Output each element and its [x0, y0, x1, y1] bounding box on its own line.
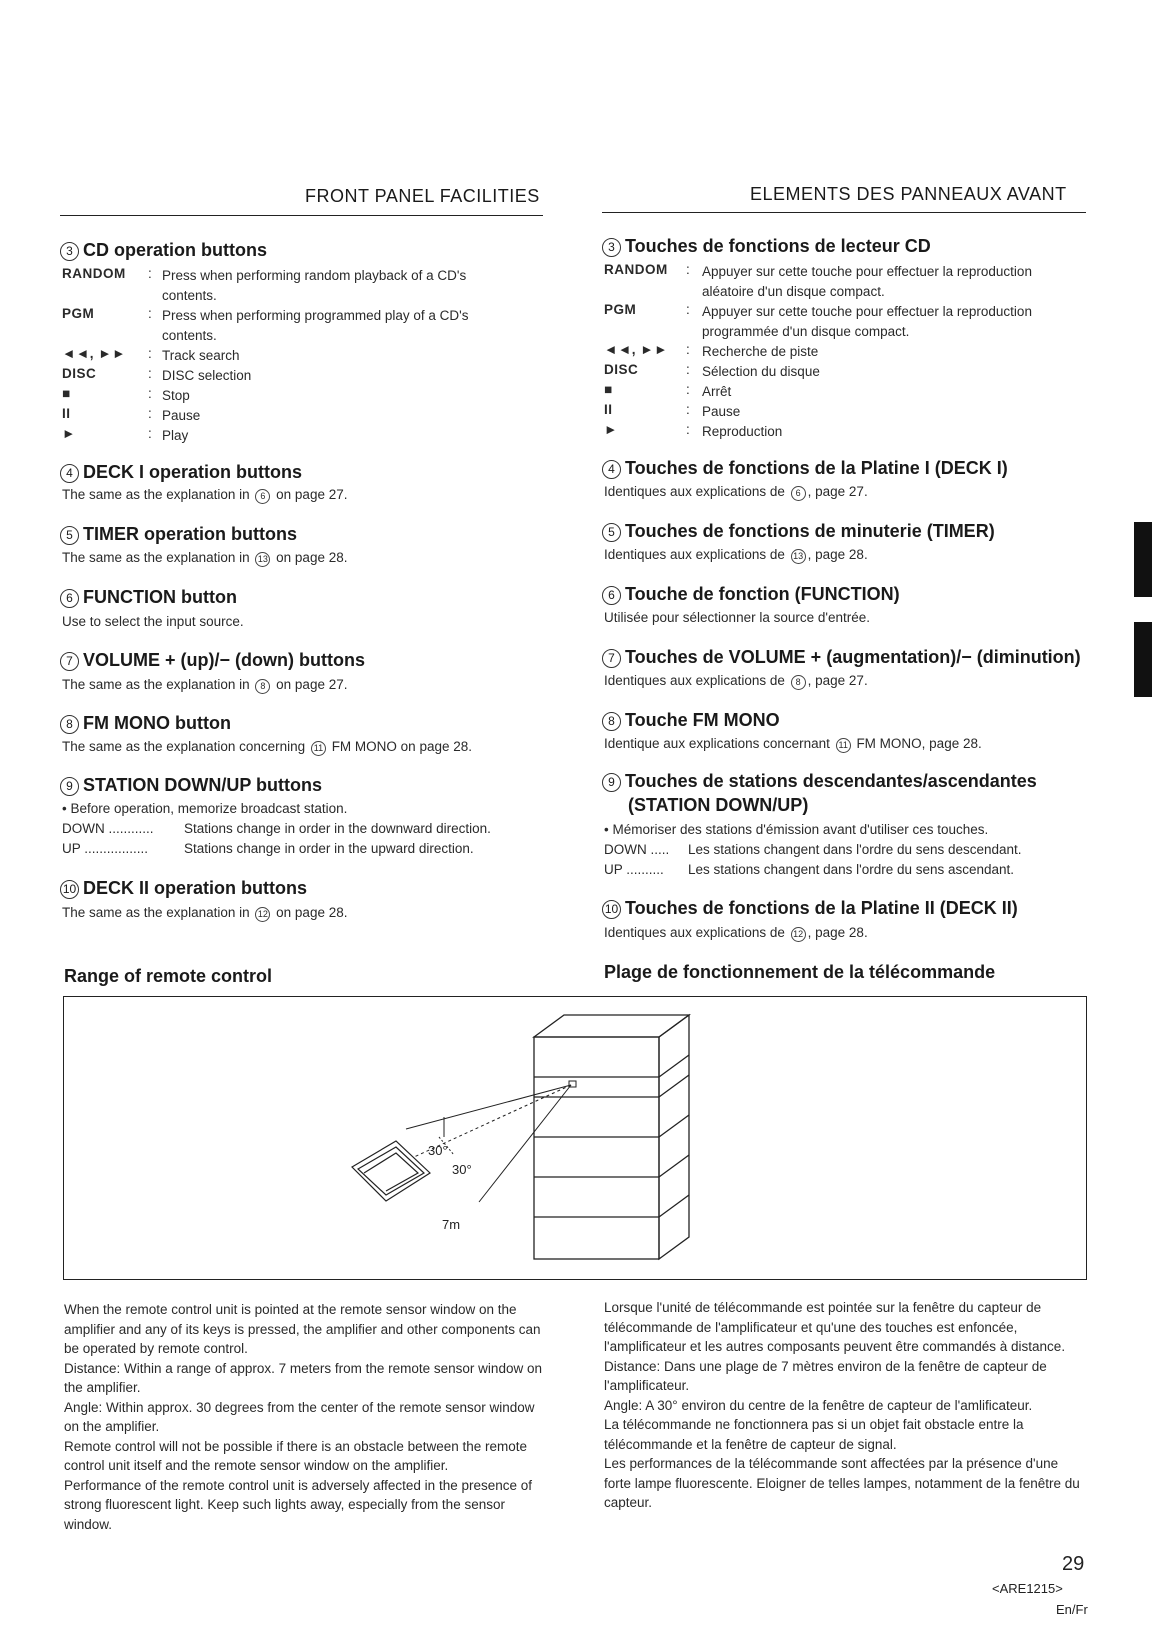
left-section-8-desc: [62, 739, 472, 756]
left-section-8-desc-post: FM MONO on page 28.: [331, 739, 472, 754]
left-section-8-title: [60, 713, 231, 734]
left-cd-key-row: [62, 266, 544, 306]
left-section-6-number: 6: [60, 589, 79, 608]
right-section-10-ref: 12: [791, 927, 806, 942]
left-section-5-number: 5: [60, 526, 79, 545]
left-section-6-title-text: FUNCTION button: [83, 587, 237, 607]
left-cd-key-colon: :: [148, 426, 152, 441]
right-cd-key-description: [702, 262, 1086, 302]
right-cd-key-description: [702, 302, 1086, 342]
right-cd-key-colon: :: [686, 422, 690, 437]
left-cd-key-label: II: [62, 406, 71, 421]
left-section-10-ref: 12: [255, 907, 270, 922]
right-section-9-title: [602, 771, 1037, 792]
side-tab-marker-lower: [1134, 622, 1152, 697]
right-bottom-para-3: Angle: A 30° environ du centre de la fenêtre de capteur de l'amlificateur.: [604, 1397, 1033, 1413]
right-section-9-number: 9: [602, 773, 621, 792]
left-cd-key-description-line: contents.: [162, 288, 217, 303]
left-cd-key-description-line: Press when performing programmed play of a CD's: [162, 308, 469, 323]
right-section-10-number: 10: [602, 900, 621, 919]
left-cd-key-label: RANDOM: [62, 266, 126, 281]
right-header-rule: [602, 212, 1086, 213]
left-bottom-text: [64, 1300, 546, 1534]
right-section-7-desc-post: , page 27.: [807, 673, 868, 688]
right-section-8-desc-post: FM MONO, page 28.: [856, 736, 982, 751]
left-section-7-ref: 8: [255, 679, 270, 694]
right-cd-key-label: DISC: [604, 362, 639, 377]
right-cd-key-description-line: Pause: [702, 404, 741, 419]
right-section-8-desc-pre: Identique aux explications concernant: [604, 736, 830, 751]
left-section-4-number: 4: [60, 464, 79, 483]
right-cd-key-colon: :: [686, 382, 690, 397]
angle-label-upper: 30°: [428, 1143, 448, 1158]
left-section-9-number: 9: [60, 777, 79, 796]
right-section-5-desc: [604, 547, 868, 564]
left-cd-key-label: ►: [62, 426, 76, 441]
left-cd-key-description-line: Track search: [162, 348, 240, 363]
left-section-9-title: [60, 775, 322, 796]
left-section-10-desc: [62, 905, 347, 922]
left-section-10-desc-pre: The same as the explanation in: [62, 905, 250, 920]
left-cd-key-description: [162, 426, 544, 446]
left-section-5-title-text: TIMER operation buttons: [83, 524, 297, 544]
left-cd-key-label: PGM: [62, 306, 95, 321]
left-cd-key-colon: :: [148, 406, 152, 421]
page-number: 29: [1062, 1553, 1085, 1575]
right-section-8-title-text: Touche FM MONO: [625, 710, 780, 730]
right-section-6-number: 6: [602, 586, 621, 605]
right-cd-key-description-line: aléatoire d'un disque compact.: [702, 284, 885, 299]
left-section-4-desc-pre: The same as the explanation in: [62, 487, 250, 502]
left-cd-key-description: [162, 386, 544, 406]
left-section-8-ref: 11: [311, 741, 326, 756]
left-bottom-para-2: Distance: Within a range of approx. 7 meters from the remote sensor window on the amplifier.: [64, 1360, 542, 1395]
right-cd-key-row: [604, 342, 1086, 362]
right-cd-key-description-line: programmée d'un disque compact.: [702, 324, 910, 339]
left-section-10-number: 10: [60, 880, 79, 899]
left-section-9-down-text: Stations change in order in the downward direction.: [184, 821, 491, 836]
right-cd-key-description: [702, 422, 1086, 442]
right-section-4-desc: [604, 484, 868, 501]
left-section-3-title: [60, 240, 267, 261]
left-section-10-desc-post: on page 28.: [276, 905, 348, 920]
right-cd-key-label: ■: [604, 382, 613, 397]
left-range-title: Range of remote control: [64, 966, 273, 986]
left-section-9-bullet: • Before operation, memorize broadcast station.: [62, 801, 348, 816]
right-cd-key-description-line: Sélection du disque: [702, 364, 820, 379]
right-section-4-number: 4: [602, 460, 621, 479]
left-section-8-number: 8: [60, 715, 79, 734]
right-section-9-down-key: DOWN .....: [604, 842, 670, 857]
right-section-10-title: [602, 898, 1018, 919]
left-cd-key-description: [162, 266, 544, 306]
left-section-7-desc-pre: The same as the explanation in: [62, 677, 250, 692]
left-section-5-desc-post: on page 28.: [276, 550, 348, 565]
left-section-5-desc-pre: The same as the explanation in: [62, 550, 250, 565]
left-section-6-desc: Use to select the input source.: [62, 614, 244, 629]
left-header-rule: [60, 215, 543, 216]
right-cd-key-colon: :: [686, 342, 690, 357]
right-cd-key-description-line: Reproduction: [702, 424, 783, 439]
left-cd-key-description-line: Play: [162, 428, 189, 443]
left-section-5-desc: [62, 550, 347, 567]
left-cd-key-label: ◄◄, ►►: [62, 346, 126, 361]
left-cd-key-row: [62, 306, 544, 346]
right-cd-key-label: II: [604, 402, 613, 417]
range-boundary-lower: [479, 1085, 571, 1202]
left-bottom-para-5: Performance of the remote control unit is adversely affected in the presence of strong fluorescent light. Keep such lights away, especially from the sensor window.: [64, 1477, 533, 1532]
right-cd-key-description: [702, 402, 1086, 422]
right-section-10-title-text: Touches de fonctions de la Platine II (DECK II): [625, 898, 1018, 918]
right-section-3-title: [602, 236, 931, 257]
left-section-9-up-key: UP .................: [62, 841, 149, 856]
document-code: <ARE1215>: [992, 1581, 1063, 1596]
right-bottom-para-4: La télécommande ne fonctionnera pas si un objet fait obstacle entre la télécommande et la fenêtre de capteur de signal.: [604, 1417, 1024, 1452]
left-cd-key-description-line: DISC selection: [162, 368, 252, 383]
right-cd-key-colon: :: [686, 302, 690, 317]
left-section-5-ref: 13: [255, 552, 270, 567]
left-section-6-title: [60, 587, 237, 608]
left-cd-key-description: [162, 306, 544, 346]
left-bottom-para-1: When the remote control unit is pointed at the remote sensor window on the amplifier and any of its keys is pressed, the amplifier and other components can be operated by remote control.: [64, 1302, 541, 1356]
left-cd-key-row: [62, 346, 544, 366]
left-cd-key-row: [62, 366, 544, 386]
right-section-3-title-text: Touches de fonctions de lecteur CD: [625, 236, 931, 256]
right-section-8-desc: [604, 736, 982, 753]
right-bottom-text: [604, 1298, 1088, 1513]
left-section-7-title-text: VOLUME + (up)/− (down) buttons: [83, 650, 365, 670]
right-section-8-ref: 11: [836, 738, 851, 753]
right-section-3-number: 3: [602, 238, 621, 257]
left-cd-key-description: [162, 346, 544, 366]
right-cd-key-row: [604, 302, 1086, 342]
right-section-9-up-key: UP ..........: [604, 862, 664, 877]
right-cd-key-description-line: Appuyer sur cette touche pour effectuer la reproduction: [702, 304, 1032, 319]
left-cd-key-colon: :: [148, 266, 152, 281]
right-section-5-desc-pre: Identiques aux explications de: [604, 547, 785, 562]
right-cd-key-colon: :: [686, 402, 690, 417]
left-section-9-title-text: STATION DOWN/UP buttons: [83, 775, 322, 795]
right-bottom-para-2: Distance: Dans une plage de 7 mètres environ de la fenêtre de capteur de l'amplificateur.: [604, 1358, 1047, 1393]
right-section-7-desc-pre: Identiques aux explications de: [604, 673, 785, 688]
left-section-8-desc-pre: The same as the explanation concerning: [62, 739, 306, 754]
right-cd-key-colon: :: [686, 262, 690, 277]
left-section-7-title: [60, 650, 365, 671]
left-section-4-title-text: DECK I operation buttons: [83, 462, 302, 482]
right-cd-key-row: [604, 422, 1086, 442]
right-cd-key-row: [604, 382, 1086, 402]
left-section-4-ref: 6: [255, 489, 270, 504]
right-section-7-ref: 8: [791, 675, 806, 690]
left-section-4-title: [60, 462, 302, 483]
right-section-4-ref: 6: [791, 486, 806, 501]
right-cd-key-description-line: Recherche de piste: [702, 344, 819, 359]
right-section-7-title: [602, 647, 1081, 668]
left-cd-key-description-line: Stop: [162, 388, 190, 403]
right-section-4-title-text: Touches de fonctions de la Platine I (DECK I): [625, 458, 1008, 478]
right-section-5-title-text: Touches de fonctions de minuterie (TIMER): [625, 521, 995, 541]
right-section-4-desc-post: , page 27.: [807, 484, 868, 499]
left-cd-key-description: [162, 366, 544, 386]
left-section-10-title: [60, 878, 307, 899]
right-section-5-number: 5: [602, 523, 621, 542]
right-cd-key-row: [604, 262, 1086, 302]
right-section-5-title: [602, 521, 995, 542]
stereo-stack-top: [534, 1015, 689, 1037]
right-cd-key-row: [604, 402, 1086, 422]
left-section-4-desc-post: on page 27.: [276, 487, 348, 502]
side-tab-marker-upper: [1134, 522, 1152, 597]
left-section-7-number: 7: [60, 652, 79, 671]
right-cd-key-description-line: Arrêt: [702, 384, 732, 399]
right-bottom-para-1: Lorsque l'unité de télécommande est pointée sur la fenêtre du capteur de télécommande de l'amplificateur et qu'une des touches est enfoncée, l'amplificateur et les autres composants peuvent être commandés à distance.: [604, 1300, 1066, 1354]
distance-label: 7m: [442, 1217, 461, 1232]
language-code: En/Fr: [1056, 1602, 1088, 1617]
right-range-title: Plage de fonctionnement de la télécommande: [604, 962, 996, 982]
right-section-10-desc-post: , page 28.: [807, 925, 868, 940]
stereo-stack-front: [534, 1037, 659, 1259]
left-cd-key-colon: :: [148, 386, 152, 401]
right-cd-key-description: [702, 362, 1086, 382]
left-cd-key-description-line: Pause: [162, 408, 201, 423]
right-section-8-number: 8: [602, 712, 621, 731]
left-section-10-title-text: DECK II operation buttons: [83, 878, 307, 898]
right-section-7-title-text: Touches de VOLUME + (augmentation)/− (diminution): [625, 647, 1081, 667]
right-cd-key-description-line: Appuyer sur cette touche pour effectuer la reproduction: [702, 264, 1032, 279]
right-section-9-title-line2: (STATION DOWN/UP): [628, 795, 809, 815]
left-section-7-desc: [62, 677, 347, 694]
left-bottom-para-4: Remote control will not be possible if there is an obstacle between the remote control unit itself and the remote sensor window on the amplifier.: [64, 1438, 528, 1473]
left-cd-key-description-line: Press when performing random playback of a CD's: [162, 268, 467, 283]
left-section-3-number: 3: [60, 242, 79, 261]
right-section-6-title: [602, 584, 900, 605]
stereo-stack-side: [659, 1015, 689, 1259]
right-cd-key-label: ◄◄, ►►: [604, 342, 668, 357]
left-cd-key-colon: :: [148, 346, 152, 361]
right-section-5-desc-post: , page 28.: [807, 547, 868, 562]
left-section-4-desc: [62, 487, 347, 504]
left-section-9-up-text: Stations change in order in the upward direction.: [184, 841, 474, 856]
right-section-8-title: [602, 710, 780, 731]
right-cd-key-colon: :: [686, 362, 690, 377]
right-bottom-para-5: Les performances de la télécommande sont affectées par la présence d'une forte lampe fluorescente. Eloigner de telles lampes, notamment de la fenêtre du capteur.: [604, 1456, 1080, 1510]
left-bottom-para-3: Angle: Within approx. 30 degrees from the center of the remote sensor window on the amplifier.: [64, 1399, 535, 1434]
angle-label-lower: 30°: [452, 1162, 472, 1177]
right-cd-key-label: RANDOM: [604, 262, 668, 277]
left-cd-key-description: [162, 406, 544, 426]
left-section-8-title-text: FM MONO button: [83, 713, 231, 733]
right-cd-key-description: [702, 342, 1086, 362]
right-section-6-desc: Utilisée pour sélectionner la source d'entrée.: [604, 610, 870, 625]
right-section-4-desc-pre: Identiques aux explications de: [604, 484, 785, 499]
left-cd-key-row: [62, 406, 544, 426]
remote-range-illustration: [64, 997, 1086, 1279]
left-column-header: FRONT PANEL FACILITIES: [305, 186, 540, 206]
left-section-5-title: [60, 524, 297, 545]
right-section-9-down-text: Les stations changent dans l'ordre du sens descendant.: [688, 842, 1022, 857]
left-cd-key-row: [62, 386, 544, 406]
right-section-5-ref: 13: [791, 549, 806, 564]
right-cd-key-row: [604, 362, 1086, 382]
right-column-header: ELEMENTS DES PANNEAUX AVANT: [750, 184, 1067, 204]
left-section-9-down-key: DOWN ............: [62, 821, 154, 836]
right-cd-key-label: ►: [604, 422, 618, 437]
left-cd-key-colon: :: [148, 306, 152, 321]
left-cd-key-description-line: contents.: [162, 328, 217, 343]
left-cd-key-label: ■: [62, 386, 71, 401]
right-cd-key-label: PGM: [604, 302, 637, 317]
right-cd-key-description: [702, 382, 1086, 402]
right-section-9-bullet: • Mémoriser des stations d'émission avant d'utiliser ces touches.: [604, 822, 989, 837]
right-section-9-title-text: Touches de stations descendantes/ascendantes: [625, 771, 1037, 791]
left-section-7-desc-post: on page 27.: [276, 677, 348, 692]
left-cd-key-row: [62, 426, 544, 446]
right-section-10-desc: [604, 925, 868, 942]
right-section-9-up-text: Les stations changent dans l'ordre du sens ascendant.: [688, 862, 1015, 877]
left-section-3-title-text: CD operation buttons: [83, 240, 267, 260]
remote-control-unit: [352, 1141, 430, 1201]
remote-range-diagram: [63, 996, 1087, 1280]
right-section-10-desc-pre: Identiques aux explications de: [604, 925, 785, 940]
right-section-4-title: [602, 458, 1008, 479]
right-section-7-number: 7: [602, 649, 621, 668]
right-section-6-title-text: Touche de fonction (FUNCTION): [625, 584, 900, 604]
left-cd-key-colon: :: [148, 366, 152, 381]
left-cd-key-label: DISC: [62, 366, 97, 381]
right-section-7-desc: [604, 673, 868, 690]
